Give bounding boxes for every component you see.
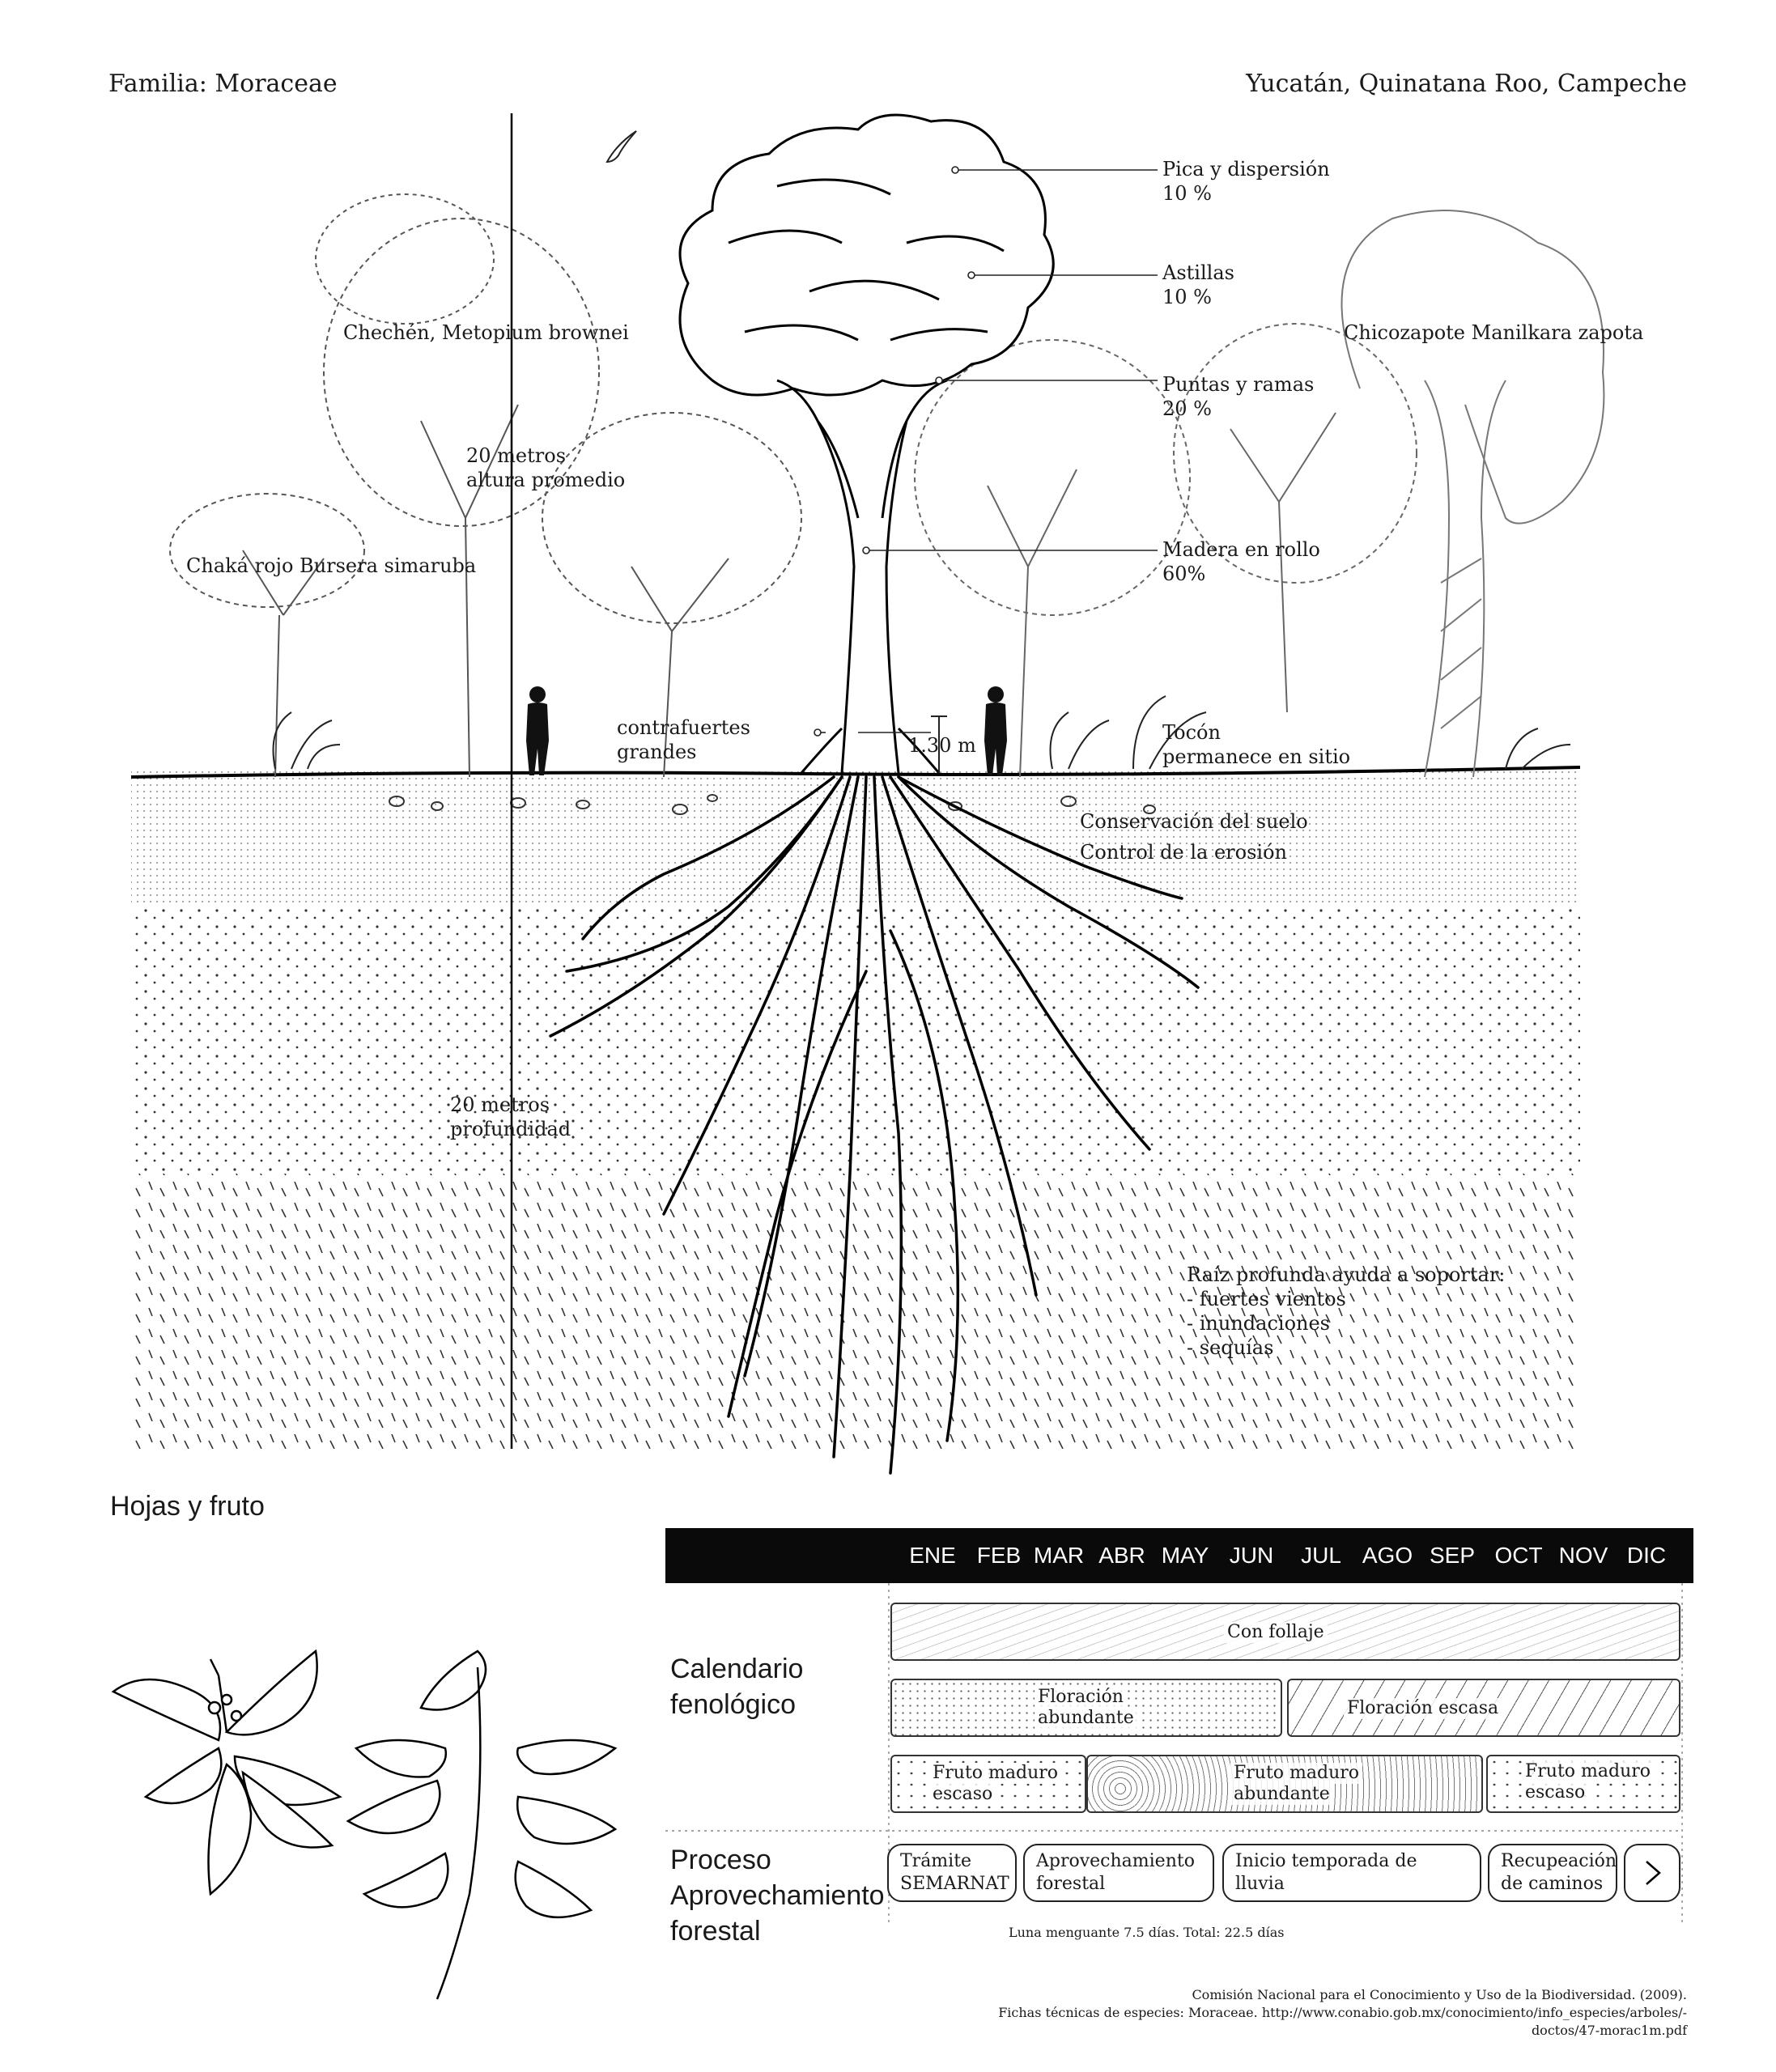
month-label: AGO [1362, 1543, 1413, 1568]
root-note-item: - sequías [1187, 1336, 1274, 1359]
process-step-line1: Recupeación [1501, 1851, 1617, 1871]
person-silhouette-right [984, 686, 1007, 775]
month-label: FEB [976, 1543, 1022, 1568]
fruit [222, 1695, 232, 1705]
foliage-label: Con follaje [1224, 1622, 1328, 1643]
month-label: MAR [1033, 1543, 1085, 1568]
process-step-aprovechamiento [1023, 1844, 1214, 1902]
leaves-section-title: Hojas y fruto [110, 1491, 265, 1522]
fruit [209, 1702, 220, 1713]
chicozapote-tree [1342, 210, 1604, 777]
month-label: SEP [1429, 1543, 1476, 1568]
leaf [517, 1740, 615, 1774]
calendar-title-line2: fenológico [670, 1689, 797, 1720]
buttress-label-line2: grandes [617, 741, 697, 763]
citation-line1: Comisión Nacional para el Conocimiento y Uso de la Biodiversidad. (2009). [1192, 1987, 1687, 2002]
process-step-lluvia [1222, 1844, 1481, 1902]
month-label: JUL [1301, 1543, 1341, 1568]
root-note-item: - inundaciones [1187, 1312, 1330, 1335]
chevron-right-icon [1625, 1845, 1679, 1900]
process-step-caminos [1488, 1844, 1617, 1902]
leaf [227, 1651, 317, 1734]
process-title-line1: Proceso [670, 1845, 771, 1875]
human-silhouettes [526, 686, 1007, 775]
family-label: Familia: Moraceae [108, 70, 338, 98]
process-step-line2: de caminos [1501, 1874, 1604, 1894]
use-name-pica: Pica y dispersión [1162, 158, 1330, 180]
soil-label-line1: Conservación del suelo [1080, 810, 1308, 833]
use-pct-pica: 10 % [1162, 182, 1212, 205]
process-step-line2: forestal [1036, 1874, 1106, 1894]
stump-label-line1: Tocón [1162, 721, 1221, 744]
fruit-scarce-bar-1 [890, 1755, 1086, 1813]
process-step-line1: Trámite [900, 1851, 972, 1871]
root-note-title: Raíz profunda ayuda a soportar: [1187, 1263, 1506, 1286]
depth-label-line1: 20 metros [450, 1093, 550, 1116]
leaf [364, 1853, 448, 1907]
fruit-abundant-bar [1086, 1755, 1483, 1813]
process-step-line1: Inicio temporada de [1235, 1851, 1417, 1871]
soil-label-line2: Control de la erosión [1080, 841, 1287, 864]
month-header-bar [665, 1528, 1693, 1583]
person-silhouette-left [526, 686, 549, 775]
fruit-scarce-1-label-line2: escaso [929, 1784, 996, 1805]
leaf [516, 1862, 591, 1917]
process-title-line3: forestal [670, 1916, 761, 1947]
leaf [356, 1740, 446, 1777]
month-label: ENE [909, 1543, 956, 1568]
fruit-abundant-label-line2: abundante [1230, 1784, 1333, 1805]
flower-abundant-bar [890, 1679, 1282, 1737]
process-step-line1: Aprovechamiento [1036, 1851, 1195, 1871]
chechen-label: Chechén, Metopium brownei [343, 321, 629, 344]
process-step-tramite [887, 1844, 1017, 1902]
root-note-item: - fuertes vientos [1187, 1288, 1346, 1310]
month-label: OCT [1494, 1543, 1543, 1568]
fruit-scarce-2-label-line2: escaso [1522, 1782, 1588, 1803]
leaf [113, 1679, 220, 1740]
process-next-button[interactable] [1624, 1844, 1680, 1902]
use-name-madera: Madera en rollo [1162, 538, 1320, 561]
fruit [232, 1711, 241, 1721]
use-pct-madera: 60% [1162, 563, 1206, 585]
stump-label-line2: permanece en sitio [1162, 745, 1351, 768]
height-label-line1: 20 metros [466, 444, 567, 467]
process-title-line2: Aprovechamiento [670, 1880, 885, 1911]
fruit-scarce-2-label-line1: Fruto maduro [1522, 1761, 1654, 1782]
leaves-fruit-illustration [97, 1586, 648, 2007]
height-label-line2: altura promedio [466, 469, 626, 491]
flower-abundant-label-line1: Floración [1035, 1687, 1127, 1708]
month-label: ABR [1098, 1543, 1145, 1568]
leaf [146, 1748, 221, 1803]
citation-line2: Fichas técnicas de especies: Moraceae. http://www.conabio.gob.mx/conocimiento/info_especies/arboles/- [998, 2005, 1687, 2020]
process-step-line2: lluvia [1235, 1874, 1285, 1894]
flower-abundant-label-line2: abundante [1035, 1708, 1137, 1729]
depth-label-line2: profundidad [450, 1118, 571, 1140]
process-note: Luna menguante 7.5 días. Total: 22.5 días [1009, 1925, 1285, 1940]
fruit-scarce-1-label-line1: Fruto maduro [929, 1763, 1061, 1784]
foliage-bar [890, 1603, 1680, 1661]
deep-soil-layer [131, 1174, 1580, 1449]
use-name-astillas: Astillas [1162, 261, 1234, 284]
leaf [421, 1651, 486, 1710]
month-label: MAY [1161, 1543, 1209, 1568]
leaf [348, 1781, 440, 1833]
fruit-abundant-label-line1: Fruto maduro [1230, 1763, 1362, 1784]
stump-height-label: 1.30 m [908, 734, 976, 757]
chaka-label: Chaká rojo Bursera simaruba [186, 554, 477, 577]
use-name-puntas: Puntas y ramas [1162, 373, 1315, 396]
bird-icon [607, 131, 636, 162]
month-label: DIC [1626, 1543, 1667, 1568]
month-label: JUN [1229, 1543, 1274, 1568]
chicozapote-label: Chicozapote Manilkara zapota [1344, 321, 1644, 344]
buttress-label-line1: contrafuertes [617, 716, 750, 739]
region-label: Yucatán, Quinatana Roo, Campeche [1246, 70, 1687, 98]
use-pct-astillas: 10 % [1162, 286, 1212, 308]
fruit-scarce-bar-2 [1486, 1755, 1680, 1813]
process-step-line2: SEMARNAT [900, 1874, 1009, 1894]
flower-scarce-label: Floración escasa [1344, 1698, 1502, 1719]
flower-scarce-bar [1287, 1679, 1680, 1737]
main-tree-canopy [680, 115, 1053, 395]
calendar-title-line1: Calendario [670, 1654, 804, 1684]
month-label: NOV [1558, 1543, 1608, 1568]
leaf [517, 1797, 615, 1844]
use-pct-puntas: 20 % [1162, 397, 1212, 420]
main-tree-trunk [777, 380, 947, 773]
citation-line3: doctos/47-morac1m.pdf [1531, 2023, 1687, 2038]
